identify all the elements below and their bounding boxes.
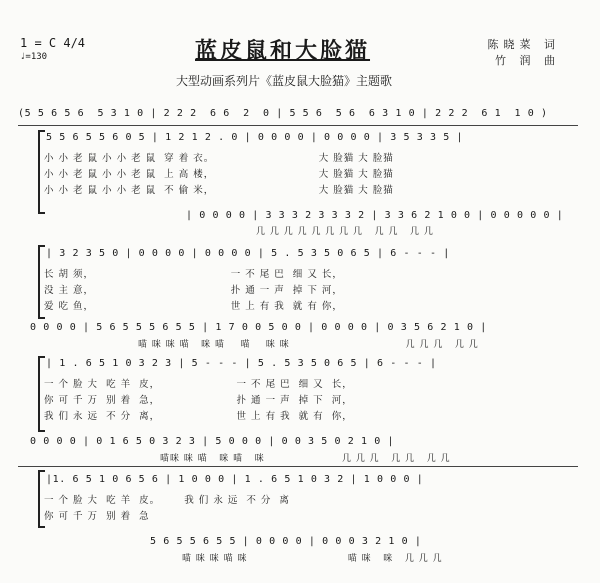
harmony-syllables: 喵咪 咪 喵 咪 喵 咪 几 几 几 几 几 几 几 (160, 454, 451, 464)
lyric-verse-2: 没 主 意， 扑 通 一 声 掉 下 河， (44, 285, 343, 296)
lyric-verse-1: 小 小 老 鼠 小 小 老 鼠 穿 着 衣。 大 脸猫 大 脸猫 (44, 153, 394, 164)
staff-divider (18, 466, 578, 467)
lyric-verse-2: 你 可 千 万 别 着 急， 扑 通 一 声 掉 下 河， (44, 395, 353, 406)
lyric-verse-3: 小 小 老 鼠 小 小 老 鼠 不 偷 米， 大 脸猫 大 脸猫 (44, 185, 394, 196)
lyric-verse-1: 一 个 脸 大 吃 羊 皮。 我 们 永 远 不 分 离 (44, 495, 290, 506)
harmony-notes: | 0 0 0 0 | 3 3 3 2 3 3 3 2 | 3 3 6 2 1 0 0 | 0 0 0 0 0 | (186, 210, 564, 221)
melody-notes: | 1 . 6 5 1 0 3 2 3 | 5 - - - | 5 . 5 3 5 0 6 5 | 6 - - - | (46, 358, 437, 369)
song-title: 蓝皮鼠和大脸猫 (195, 39, 371, 64)
staff-divider (18, 125, 578, 126)
intro-notes: (5 5 6 5 6 5 3 1 0 | 2 2 2 6 6 2 0 | 5 5 6 5 6 6 3 1 0 | 2 2 2 6 1 1 0 ) (18, 108, 548, 119)
key-signature: 1 = C 4/4 (20, 36, 86, 50)
melody-notes: |1. 6 5 1 0 6 5 6 | 1 0 0 0 | 1 . 6 5 1 0 3 2 | 1 0 0 0 | (46, 474, 424, 485)
melody-notes: 5 5 6 5 5 6 0 5 | 1 2 1 2 . 0 | 0 0 0 0 | 0 0 0 0 | 3 5 3 3 5 | (46, 132, 464, 143)
tempo-mark: ♩=130 (20, 52, 48, 62)
lyric-verse-2: 你 可 千 万 别 着 急 (44, 511, 150, 522)
composer-credit: 竹 润 曲 (495, 54, 560, 67)
lyric-verse-3: 爱 吃 鱼， 世 上 有 我 就 有 你， (44, 301, 343, 312)
song-subtitle: 大型动画系列片《蓝皮鼠大脸猫》主题歌 (176, 74, 393, 88)
lyricist-credit: 陈晓菜 词 (487, 38, 560, 51)
harmony-syllables: 喵 咪 咪 喵 咪 喵 咪 咪 几 几 几 (182, 554, 443, 564)
lyric-verse-3: 我 们 永 远 不 分 离， 世 上 有 我 就 有 你， (44, 411, 353, 422)
harmony-syllables: 几 几 几 几 几 几 几 几 几 几 几 几 (256, 227, 434, 237)
lyric-verse-2: 小 小 老 鼠 小 小 老 鼠 上 高 楼， 大 脸猫 大 脸猫 (44, 169, 394, 180)
harmony-notes: 0 0 0 0 | 5 6 5 5 5 6 5 5 | 1 7 0 0 5 0 0 | 0 0 0 0 | 0 3 5 6 2 1 0 | (30, 322, 487, 333)
lyric-verse-1: 一 个 脸 大 吃 羊 皮， 一 不 尾 巴 细 又 长， (44, 379, 353, 390)
lyric-verse-1: 长 胡 须， 一 不 尾 巴 细 又 长， (44, 269, 343, 280)
harmony-notes: 0 0 0 0 | 0 1 6 5 0 3 2 3 | 5 0 0 0 | 0 0 3 5 0 2 1 0 | (30, 436, 395, 447)
melody-notes: | 3 2 3 5 0 | 0 0 0 0 | 0 0 0 0 | 5 . 5 3 5 0 6 5 | 6 - - - | (46, 248, 450, 259)
harmony-syllables: 喵 咪 咪 喵 咪 喵 喵 咪 咪 几 几 几 几 几 (138, 340, 479, 350)
harmony-notes: 5 6 5 5 6 5 5 | 0 0 0 0 | 0 0 0 3 2 1 0 | (150, 536, 422, 547)
